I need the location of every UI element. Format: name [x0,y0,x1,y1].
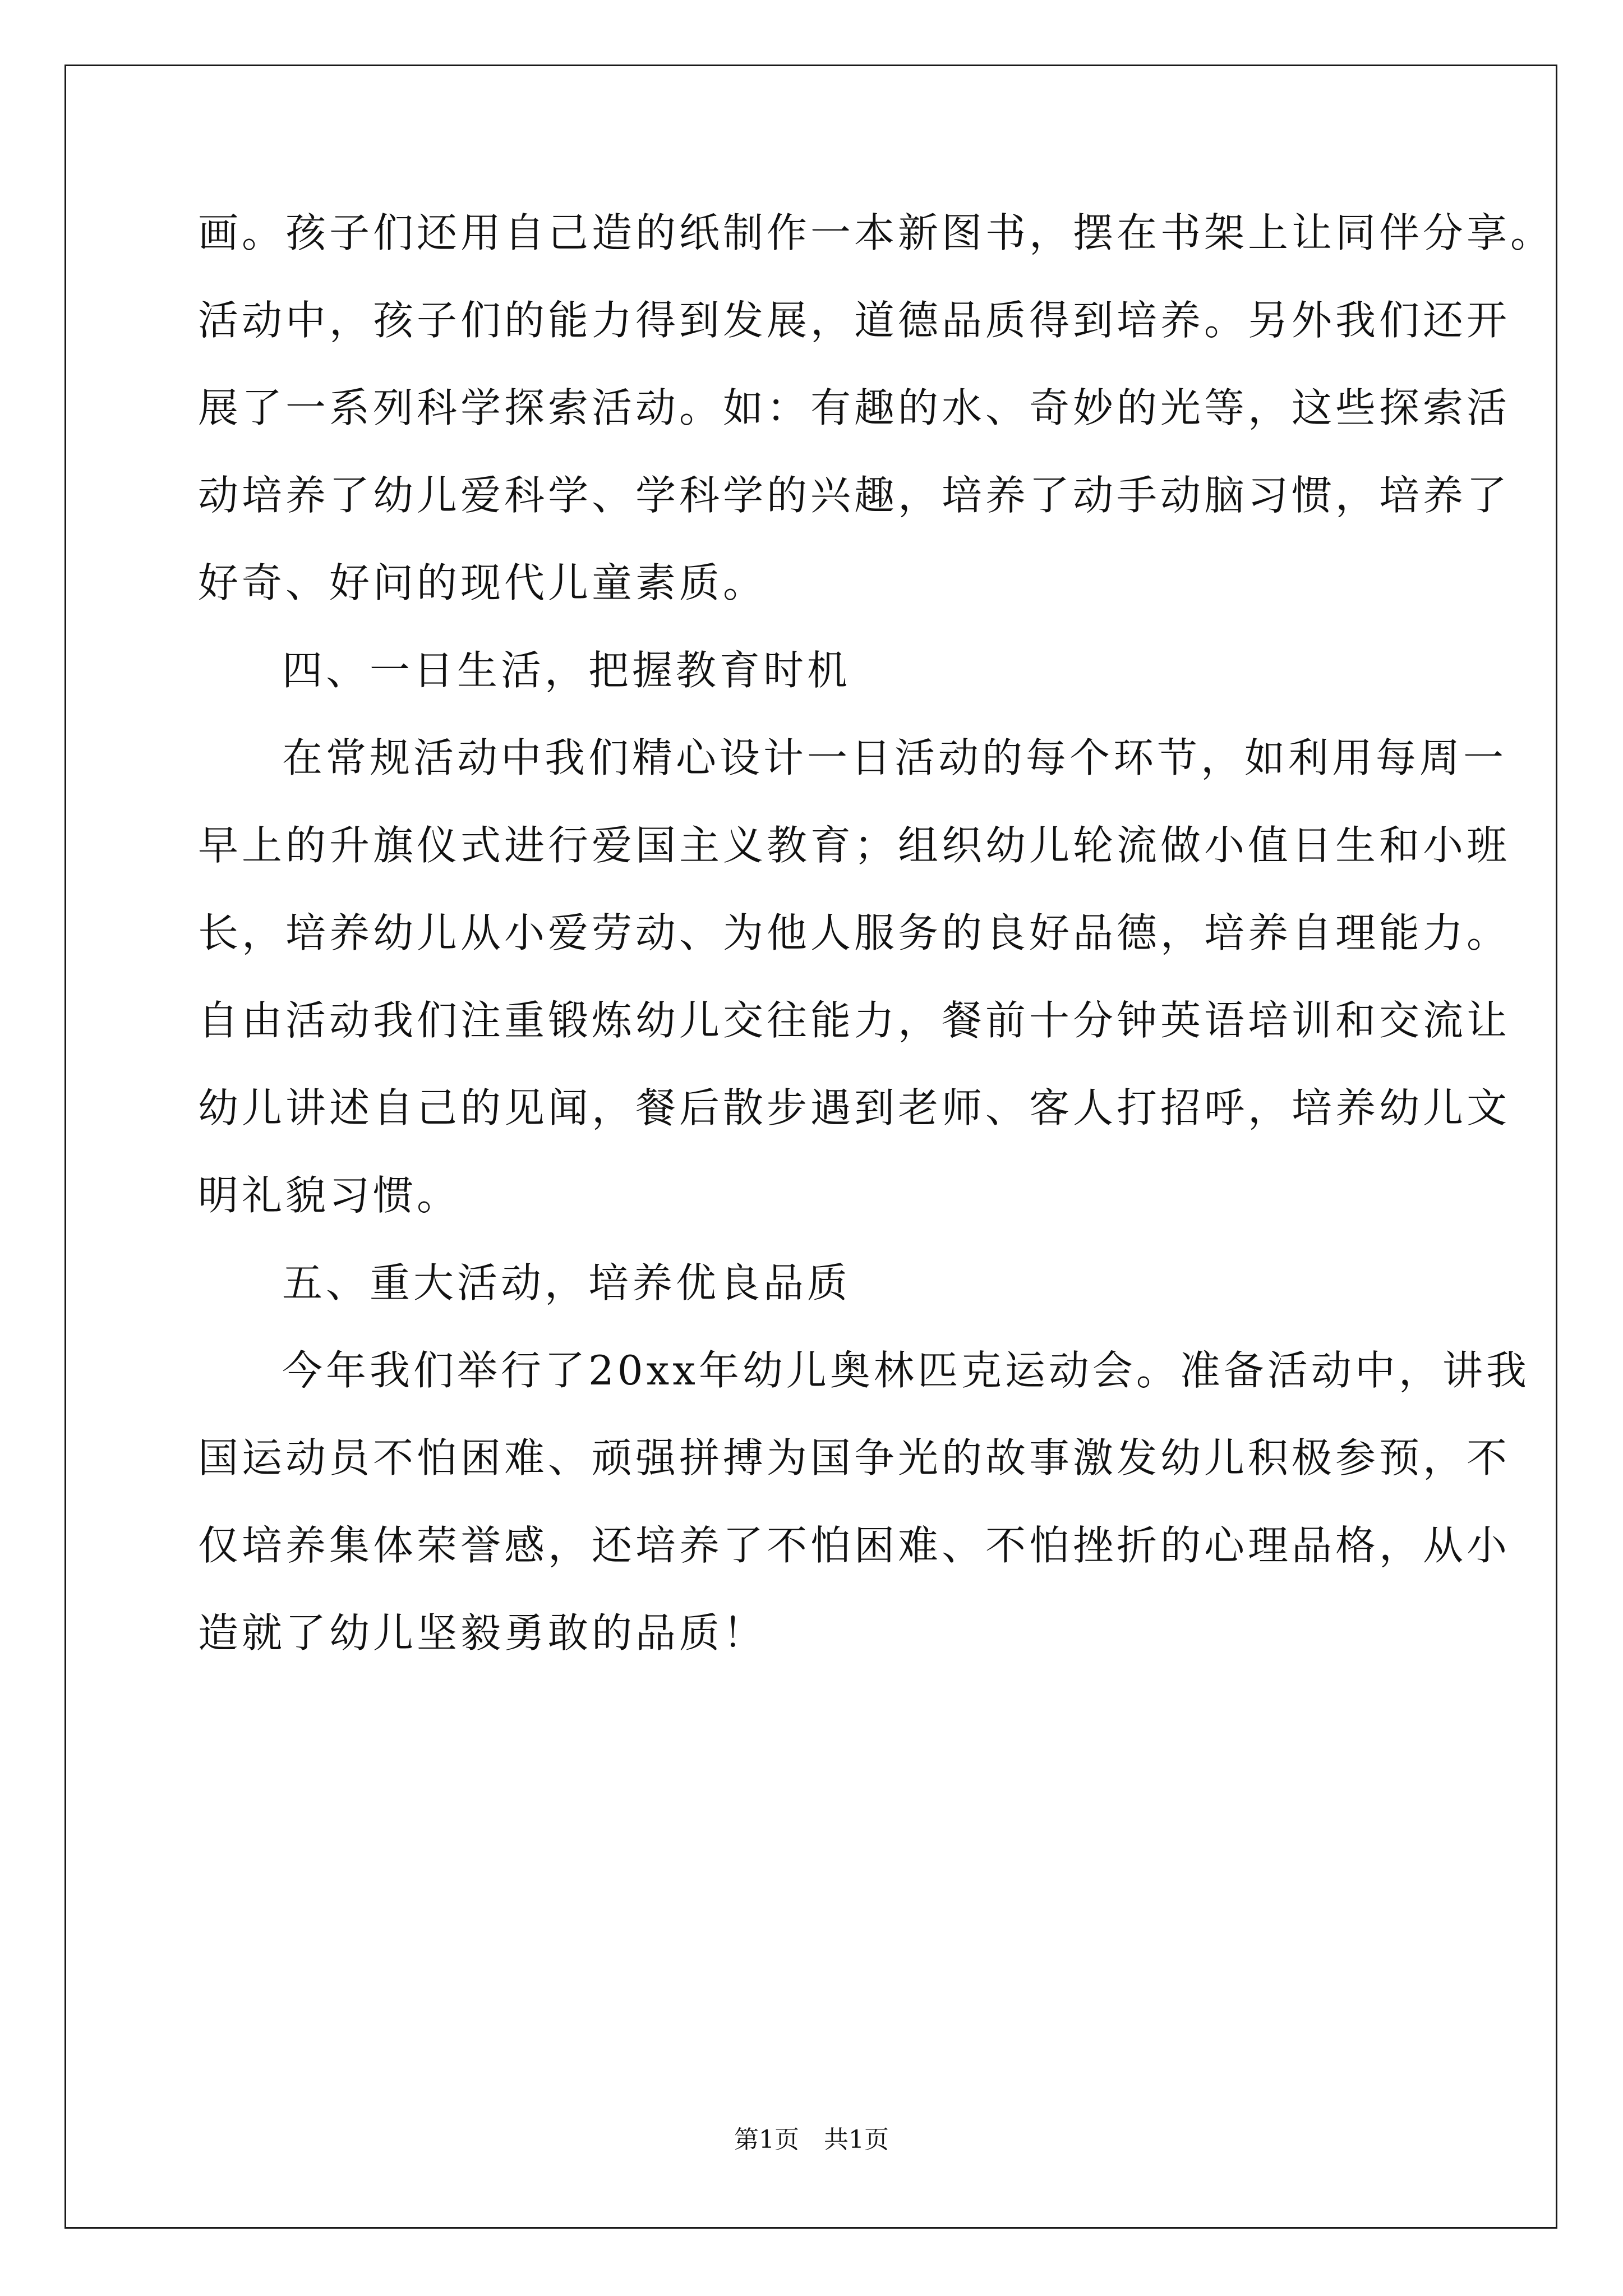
text-line: 自由活动我们注重锻炼幼儿交往能力，餐前十分钟英语培训和交流让 [198,997,1511,1044]
page-footer: 第1页 共1页 [734,2125,889,2154]
section-heading: 四、一日生活，把握教育时机 [282,647,851,694]
text-line: 好奇、好问的现代儿童素质。 [198,559,767,606]
text-line: 画。孩子们还用自己造的纸制作一本新图书，摆在书架上让同伴分享。 [198,209,1555,256]
text-line: 仅培养集体荣誉感，还培养了不怕困难、不怕挫折的心理品格，从小 [198,1522,1511,1569]
text-line: 明礼貌习惯。 [198,1172,461,1219]
text-line: 展了一系列科学探索活动。如：有趣的水、奇妙的光等，这些探索活 [198,384,1511,431]
text-line: 动培养了幼儿爱科学、学科学的兴趣，培养了动手动脑习惯，培养了 [198,472,1511,519]
text-line: 早上的升旗仪式进行爱国主义教育；组织幼儿轮流做小值日生和小班 [198,822,1511,869]
text-line: 长，培养幼儿从小爱劳动、为他人服务的良好品德，培养自理能力。 [198,909,1511,956]
text-line: 活动中，孩子们的能力得到发展，道德品质得到培养。另外我们还开 [198,297,1511,344]
text-line: 今年我们举行了20xx年幼儿奥林匹克运动会。准备活动中，讲我 [282,1347,1530,1394]
text-line: 造就了幼儿坚毅勇敢的品质！ [198,1609,767,1657]
text-line: 国运动员不怕困难、顽强拼搏为国争光的故事激发幼儿积极参预，不 [198,1434,1511,1481]
text-line: 在常规活动中我们精心设计一日活动的每个环节，如利用每周一 [282,734,1507,781]
section-heading: 五、重大活动，培养优良品质 [282,1259,851,1306]
text-line: 幼儿讲述自己的见闻，餐后散步遇到老师、客人打招呼，培养幼儿文 [198,1084,1511,1131]
